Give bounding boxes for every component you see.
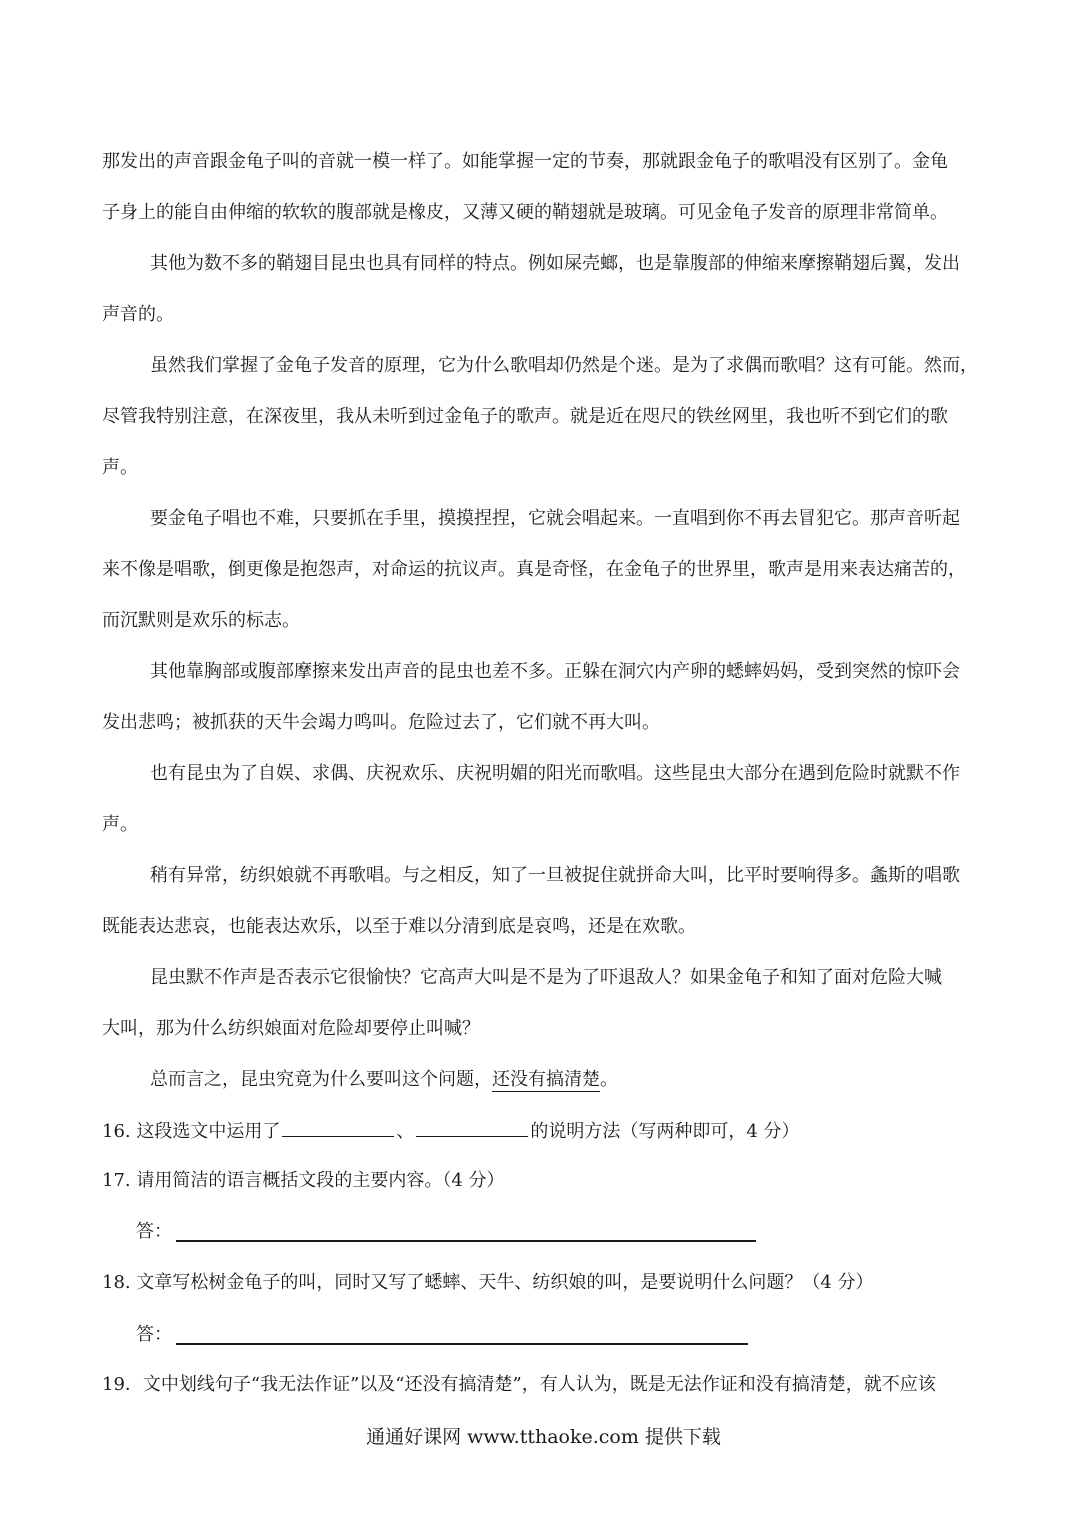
answer-blank-1[interactable] xyxy=(282,1118,394,1137)
q16-separator: 、 xyxy=(396,1121,415,1142)
text-line: 也有昆虫为了自娱、求偶、庆祝欢乐、庆祝明媚的阳光而歌唱。这些昆虫大部分在遇到危险时就默不作 xyxy=(150,763,960,784)
text-line: 既能表达悲哀，也能表达欢乐，以至于难以分清到底是哀鸣，还是在欢歌。 xyxy=(102,916,696,937)
question-16 xyxy=(102,1118,800,1145)
text-line: 声。 xyxy=(102,457,138,478)
text-line: 子身上的能自由伸缩的软软的腹部就是橡皮，又薄又硬的鞘翅就是玻璃。可见金龟子发音的原理非常简单。 xyxy=(102,202,948,223)
question-17: 17. 请用简洁的语言概括文段的主要内容。（4 分） xyxy=(102,1170,505,1191)
question-18: 18. 文章写松树金龟子的叫，同时又写了蟋蟀、天牛、纺织娘的叫，是要说明什么问题？（4 分） xyxy=(102,1272,874,1293)
answer-label-17: 答： xyxy=(136,1221,172,1242)
conclusion-line xyxy=(150,1067,618,1093)
underlined-phrase: 还没有搞清楚 xyxy=(492,1069,600,1090)
text-line: 昆虫默不作声是否表示它很愉快？它高声大叫是不是为了吓退敌人？如果金龟子和知了面对危险大喊 xyxy=(150,967,942,988)
answer-line-17[interactable] xyxy=(176,1240,756,1242)
text-line: 尽管我特别注意，在深夜里，我从未听到过金龟子的歌声。就是近在咫尺的铁丝网里，我也听不到它们的歌 xyxy=(102,406,948,427)
page-footer: 通通好课网 www.tthaoke.com 提供下载 xyxy=(366,1426,721,1448)
text-line: 发出悲鸣；被抓获的天牛会竭力鸣叫。危险过去了，它们就不再大叫。 xyxy=(102,712,660,733)
text-line: 来不像是唱歌，倒更像是抱怨声，对命运的抗议声。真是奇怪，在金龟子的世界里，歌声是用来表达痛苦的， xyxy=(102,559,966,580)
text-line: 那发出的声音跟金龟子叫的音就一模一样了。如能掌握一定的节奏，那就跟金龟子的歌唱没有区别了。金龟 xyxy=(102,151,948,172)
answer-blank-2[interactable] xyxy=(416,1118,528,1137)
text-line: 要金龟子唱也不难，只要抓在手里，摸摸捏捏，它就会唱起来。一直唱到你不再去冒犯它。那声音听起 xyxy=(150,508,960,529)
conclusion-suffix: 。 xyxy=(600,1069,618,1090)
answer-line-18[interactable] xyxy=(176,1343,748,1345)
q16-suffix: 的说明方法（写两种即可，4 分） xyxy=(530,1121,800,1142)
conclusion-prefix: 总而言之，昆虫究竟为什么要叫这个问题， xyxy=(150,1069,492,1090)
q16-prefix: 16. 这段选文中运用了 xyxy=(102,1121,281,1142)
text-line: 大叫，那为什么纺织娘面对危险却要停止叫喊？ xyxy=(102,1018,480,1039)
text-line: 其他为数不多的鞘翅目昆虫也具有同样的特点。例如屎壳螂，也是靠腹部的伸缩来摩擦鞘翅后翼，发出 xyxy=(150,253,960,274)
text-line: 声。 xyxy=(102,814,138,835)
text-line: 声音的。 xyxy=(102,304,174,325)
text-line: 其他靠胸部或腹部摩擦来发出声音的昆虫也差不多。正躲在洞穴内产卵的蟋蟀妈妈，受到突然的惊吓会 xyxy=(150,661,960,682)
answer-label-18: 答： xyxy=(136,1324,172,1345)
text-line: 稍有异常，纺织娘就不再歌唱。与之相反，知了一旦被捉住就拼命大叫，比平时要响得多。螽斯的唱歌 xyxy=(150,865,960,886)
text-line: 而沉默则是欢乐的标志。 xyxy=(102,610,300,631)
question-19: 19．文中划线句子“我无法作证”以及“还没有搞清楚”，有人认为，既是无法作证和没有搞清楚，就不应该 xyxy=(102,1374,936,1395)
text-line: 虽然我们掌握了金龟子发音的原理，它为什么歌唱却仍然是个迷。是为了求偶而歌唱？这有可能。然而， xyxy=(150,355,978,376)
